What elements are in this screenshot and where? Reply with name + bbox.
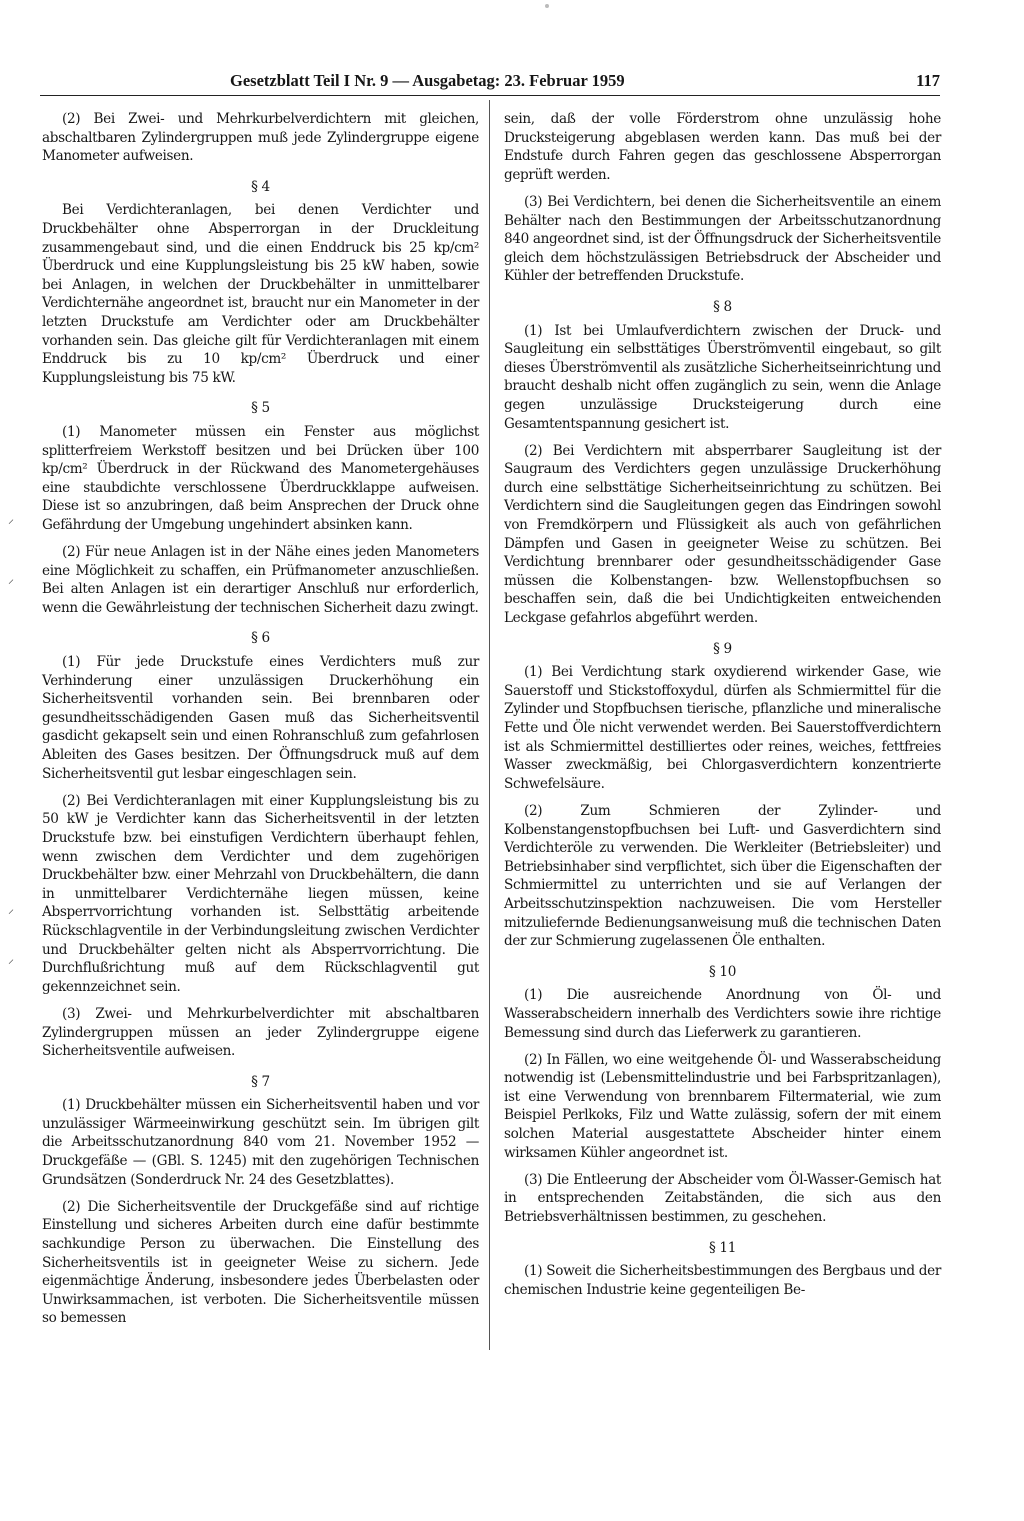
scan-speck bbox=[545, 4, 549, 8]
paragraph: (1) Ist bei Umlaufverdichtern zwischen der Druck- und Saugleitung ein selbsttätiges Überströmventil eingebaut, so gilt dieses Überströmventil als zusätzliche Sicherheitseinrichtung und braucht deshalb nicht offen zugänglich zu sein, wenn die Anlage gegen unzulässige Drucksteigerung durch eine Gesamtentspannung gesichert ist. bbox=[504, 322, 941, 432]
section-heading: § 7 bbox=[251, 1073, 270, 1090]
header-title: Gesetzblatt Teil I Nr. 9 — Ausgabetag: 23. Februar 1959 bbox=[230, 71, 625, 90]
margin-mark: ⸍ bbox=[8, 957, 15, 971]
page-header bbox=[230, 71, 940, 91]
section-heading: § 5 bbox=[251, 400, 270, 417]
paragraph: (3) Zwei- und Mehrkurbelverdichter mit abschaltbaren Zylindergruppen müssen an jeder Zylindergruppe eigene Sicherheitsventile aufweisen. bbox=[42, 1005, 479, 1060]
header-rule bbox=[40, 95, 940, 96]
paragraph: (1) Für jede Druckstufe eines Verdichters muß zur Verhinderung einer unzulässigen Druckerhöhung ein Sicherheitsventil vorhanden sein. Bei brennbaren oder gesundheitsschädigenden Gasen muß das Sicherheitsventil gasdicht gekapselt sein und einen Rohranschluß zum gefahrlosen Ableiten des Gases besitzen. Der Öffnungsdruck muß auf dem Sicherheitsventil gut lesbar eingeschlagen sein. bbox=[42, 654, 479, 782]
margin-mark: ⸍ bbox=[8, 577, 15, 591]
section-heading: § 8 bbox=[713, 298, 732, 315]
margin-mark: ⸍ bbox=[8, 517, 15, 531]
paragraph: (3) Die Entleerung der Abscheider vom Öl-Wasser-Gemisch hat in entsprechenden Zeitabständen, die sich aus den Betriebsverhältnissen bestimmen, zu geschehen. bbox=[504, 1171, 941, 1226]
right-column bbox=[504, 110, 941, 1308]
left-column bbox=[42, 110, 479, 1337]
paragraph: (3) Bei Verdichtern, bei denen die Sicherheitsventile an einem Behälter nach den Bestimmungen der Arbeitsschutzanordnung 840 angeordnet sind, ist der Öffnungsdruck der Sicherheitsventile gleich dem höchstzulässigen Betriebsdruck der Abscheider und Kühler der betreffenden Druckstufe. bbox=[504, 193, 941, 285]
paragraph: sein, daß der volle Förderstrom ohne unzulässig hohe Drucksteigerung abgeblasen werden kann. Das muß bei der Endstufe durch Fahren gegen das geschlossene Absperrorgan geprüft werden. bbox=[504, 111, 941, 183]
paragraph: (1) Die ausreichende Anordnung von Öl- und Wasserabscheidern innerhalb des Verdichters sowie ihre richtige Bemessung sind durch das Lieferwerk zu garantieren. bbox=[504, 987, 941, 1041]
paragraph: (2) Bei Zwei- und Mehrkurbelverdichtern mit gleichen, abschaltbaren Zylindergruppen muß jede Zylindergruppe eigene Manometer aufweisen. bbox=[42, 111, 479, 165]
section-heading: § 9 bbox=[713, 640, 732, 657]
paragraph: (1) Manometer müssen ein Fenster aus möglichst splitterfreiem Werkstoff besitzen und bei Drücken über 100 kp/cm² Überdruck in der Rückwand des Manometergehäuses eine staubdichte verschlossene Überdruckklappe aufweisen. Diese ist so anzubringen, daß beim Ansprechen der Druck ohne Gefährdung der Umgebung ungehindert absinken kann. bbox=[42, 423, 479, 533]
section-heading: § 4 bbox=[251, 178, 270, 195]
paragraph: (1) Druckbehälter müssen ein Sicherheitsventil haben und vor unzulässiger Wärmeeinwirkung geschützt sein. Im übrigen gilt die Arbeitsschutzanordnung 840 vom 21. November 1952 — Druckgefäße — (GBl. S. 1245) mit den zugehörigen Technischen Grundsätzen (Sonderdruck Nr. 24 des Gesetzblattes). bbox=[42, 1097, 479, 1188]
section-heading: § 11 bbox=[708, 1239, 736, 1256]
paragraph: (2) Bei Verdichteranlagen mit einer Kupplungsleistung bis zu 50 kW je Verdichter kann das Sicherheitsventil in der letzten Druckstufe bzw. bei einstufigen Verdichtern überhaupt fehlen, wenn zwischen dem Verdichter und dem zugehörigen Druckbehälter bzw. einer Mehrzahl von Druckbehältern, die dann in unmittelbarer Verdichternähe liegen müssen, keine Absperrvorrichtung vorhanden ist. Selbsttätig arbeitende Rückschlagventile in der Verbindungsleitung zwischen Verdichter und Druckbehälter gelten nicht als Absperrvorrichtung. Die Durchflußrichtung muß auf dem Rückschlagventil gut gekennzeichnet sein. bbox=[42, 792, 479, 995]
paragraph: (1) Bei Verdichtung stark oxydierend wirkender Gase, wie Sauerstoff und Stickstoffoxydul, dürfen als Schmiermittel für die Zylinder und Stopfbuchsen tierische, pflanzliche und mineralische Fette und Öle nicht verwendet werden. Bei Sauerstoffverdichtern ist als Schmiermittel destilliertes oder reines, weiches, fettfreies Wasser zweckmäßig, bei Chlorgasverdichtern konzentrierte Schwefelsäure. bbox=[504, 664, 941, 792]
paragraph: (2) Bei Verdichtern mit absperrbarer Saugleitung ist der Saugraum des Verdichters gegen unzulässige Druckerhöhung durch eine selbsttätige Sicherheitseinrichtung zu schützen. Bei Verdichtern sind die Saugleitungen gegen das Eindringen sowohl von Fremdkörpern und Flüssigkeit als auch von gefährlichen Dämpfen und Gasen in geeigneter Weise zu schützen. Bei Verdichtung brennbarer oder gesundheitsschädigender Gase müssen die Kolbenstangen- bzw. Wellenstopfbuchsen so beschaffen sein, daß die bei Undichtigkeiten entweichenden Leckgase gefahrlos abgeführt werden. bbox=[504, 442, 941, 627]
margin-mark: ⸍ bbox=[8, 907, 15, 921]
paragraph: (2) In Fällen, wo eine weitgehende Öl- und Wasserabscheidung notwendig ist (Lebensmittelindustrie und bei Farbspritzanlagen), ist eine Verwendung von brennbarem Filtermaterial, wie zum Beispiel Perlkoks, Filz und Watte zulässig, sofern der mit einem solchen Material ausgestattete Abscheider hinter einem wirksamen Kühler angeordnet ist. bbox=[504, 1051, 941, 1161]
section-heading: § 6 bbox=[251, 630, 270, 647]
paragraph: (1) Soweit die Sicherheitsbestimmungen des Bergbaus und der chemischen Industrie keine gegenteiligen Be- bbox=[504, 1263, 941, 1298]
section-heading: § 10 bbox=[708, 963, 736, 980]
paragraph: (2) Zum Schmieren der Zylinder- und Kolbenstangenstopfbuchsen bei Luft- und Gasverdichtern sind Verdichteröle zu verwenden. Die Werkleiter (Betriebsleiter) und Betriebsinhaber sind verpflichtet, sich über die Eigenschaften der Schmiermittel zu unterrichten und sie auf Verlangen der Arbeitsschutzinspektion nachzuweisen. Die vom Hersteller mitzuliefernde Bedienungsanweisung muß die technischen Daten der zur Schmierung zugelassenen Öle enthalten. bbox=[504, 802, 941, 950]
column-divider bbox=[489, 100, 490, 1350]
paragraph: Bei Verdichteranlagen, bei denen Verdichter und Druckbehälter ohne Absperrorgan in der Druckleitung zusammengebaut sind, und die einen Enddruck bis 25 kp/cm² Überdruck und eine Kupplungsleistung bis 25 kW haben, sowie bei Anlagen, in welchen der Druckbehälter in unmittelbarer Verdichternähe angeordnet ist, braucht nur ein Manometer in der letzten Druckstufe am Verdichter oder am Druckbehälter vorhanden sein. Das gleiche gilt für Verdichteranlagen mit einem Enddruck bis zu 10 kp/cm² Überdruck und einer Kupplungsleistung bis 75 kW. bbox=[42, 202, 479, 386]
page-number: 117 bbox=[916, 71, 940, 90]
paragraph: (2) Die Sicherheitsventile der Druckgefäße sind auf richtige Einstellung und sicheres Arbeiten durch eine dafür bestimmte sachkundige Person zu überwachen. Die Einstellung des Sicherheitsventils ist in geeigneter Weise zu sichern. Jede eigenmächtige Änderung, insbesondere jedes Überbelasten oder Unwirksammachen, ist verboten. Die Sicherheitsventile müssen so bemessen bbox=[42, 1198, 479, 1327]
paragraph: (2) Für neue Anlagen ist in der Nähe eines jeden Manometers eine Möglichkeit zu schaffen, ein Prüfmanometer anzuschließen. Bei alten Anlagen ist ein derartiger Anschluß nur erforderlich, wenn die Gewährleistung der technischen Sicherheit dazu zwingt. bbox=[42, 544, 479, 616]
